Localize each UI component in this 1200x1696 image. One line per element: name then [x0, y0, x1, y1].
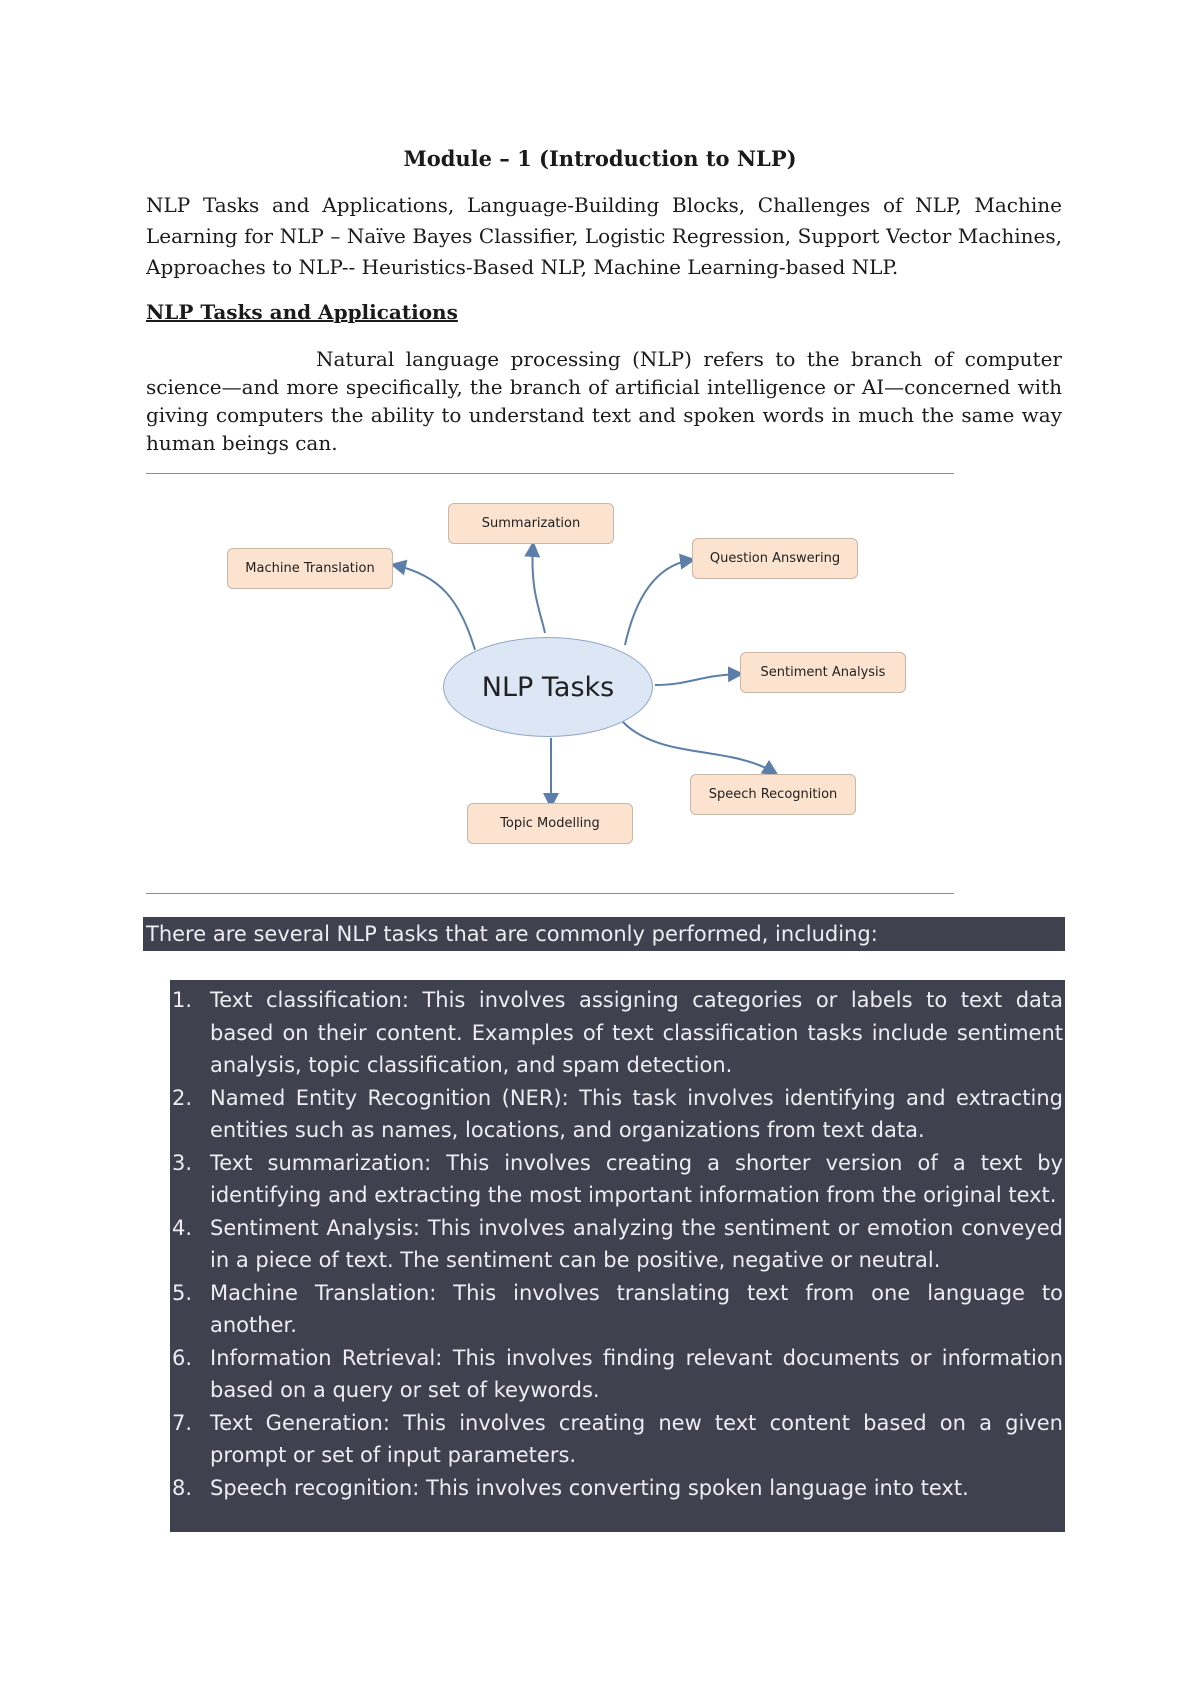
list-item-text: Machine Translation: This involves translating text from one language to another.: [210, 1280, 1063, 1337]
list-item: [172, 984, 1063, 1082]
list-item-number: 5.: [172, 1280, 193, 1305]
list-item-number: 6.: [172, 1345, 193, 1370]
list-item-number: 1.: [172, 988, 193, 1012]
list-item-text: Information Retrieval: This involves finding relevant documents or information based on a query or set of keywords.: [210, 1345, 1063, 1402]
edge-summarization: [532, 545, 545, 633]
edge-sentiment-analysis: [655, 674, 740, 685]
section-heading: NLP Tasks and Applications: [146, 300, 458, 324]
list-item-number: 4.: [172, 1215, 193, 1240]
list-item: [172, 1342, 1063, 1407]
tasks-intro-banner: There are several NLP tasks that are commonly performed, including:: [143, 917, 1065, 951]
tasks-list: [172, 984, 1063, 1504]
list-item-number: 7.: [172, 1410, 193, 1435]
list-item: [172, 1277, 1063, 1342]
edge-speech-recognition: [623, 722, 775, 773]
node-summarization: Summarization: [448, 503, 614, 544]
intro-paragraph: Natural language processing (NLP) refers to the branch of computer science—and more specifically, the branch of artificial intelligence or AI—concerned with giving computers the ability to understand text and spoken words in much the same way human beings can.: [146, 347, 1062, 455]
divider-bottom: [146, 893, 954, 894]
list-item-text: Named Entity Recognition (NER): This task involves identifying and extracting entities such as names, locations, and organizations from text data.: [210, 1085, 1063, 1142]
node-sentiment-analysis: Sentiment Analysis: [740, 652, 906, 693]
list-item: [172, 1407, 1063, 1472]
list-item-text: Sentiment Analysis: This involves analyzing the sentiment or emotion conveyed in a piece of text. The sentiment can be positive, negative or neutral.: [210, 1215, 1063, 1272]
edge-question-answering: [625, 560, 692, 645]
node-machine-translation: Machine Translation: [227, 548, 393, 589]
syllabus-paragraph: NLP Tasks and Applications, Language-Building Blocks, Challenges of NLP, Machine Learning for NLP – Naïve Bayes Classifier, Logistic Regression, Support Vector Machines, Approaches to NLP-- Heuristics-Based NLP, Machine Learning-based NLP.: [146, 193, 1062, 279]
page-title: Module – 1 (Introduction to NLP): [403, 146, 797, 171]
node-speech-recognition: Speech Recognition: [690, 774, 856, 815]
list-item-number: 3.: [172, 1150, 193, 1175]
list-item: [172, 1147, 1063, 1212]
list-item-text: Text summarization: This involves creating a shorter version of a text by identifying and extracting the most important information from the original text.: [210, 1150, 1063, 1207]
node-topic-modelling: Topic Modelling: [467, 803, 633, 844]
node-question-answering: Question Answering: [692, 538, 858, 579]
list-item: [172, 1082, 1063, 1147]
list-item-text: Speech recognition: This involves converting spoken language into text.: [210, 1475, 969, 1500]
list-item-text: Text classification: This involves assigning categories or labels to text data based on their content. Examples of text classification tasks include sentiment analysis, topic classification, and spam detection.: [210, 988, 1063, 1077]
divider-top: [146, 473, 954, 474]
list-item-number: 8.: [172, 1475, 193, 1500]
list-item: [172, 1212, 1063, 1277]
list-item-text: Text Generation: This involves creating new text content based on a given prompt or set of input parameters.: [210, 1410, 1063, 1467]
list-item: [172, 1472, 1063, 1505]
center-node-nlp-tasks: NLP Tasks: [443, 637, 653, 737]
edge-machine-translation: [394, 565, 475, 650]
list-item-number: 2.: [172, 1085, 193, 1110]
tasks-list-box: [170, 980, 1065, 1532]
